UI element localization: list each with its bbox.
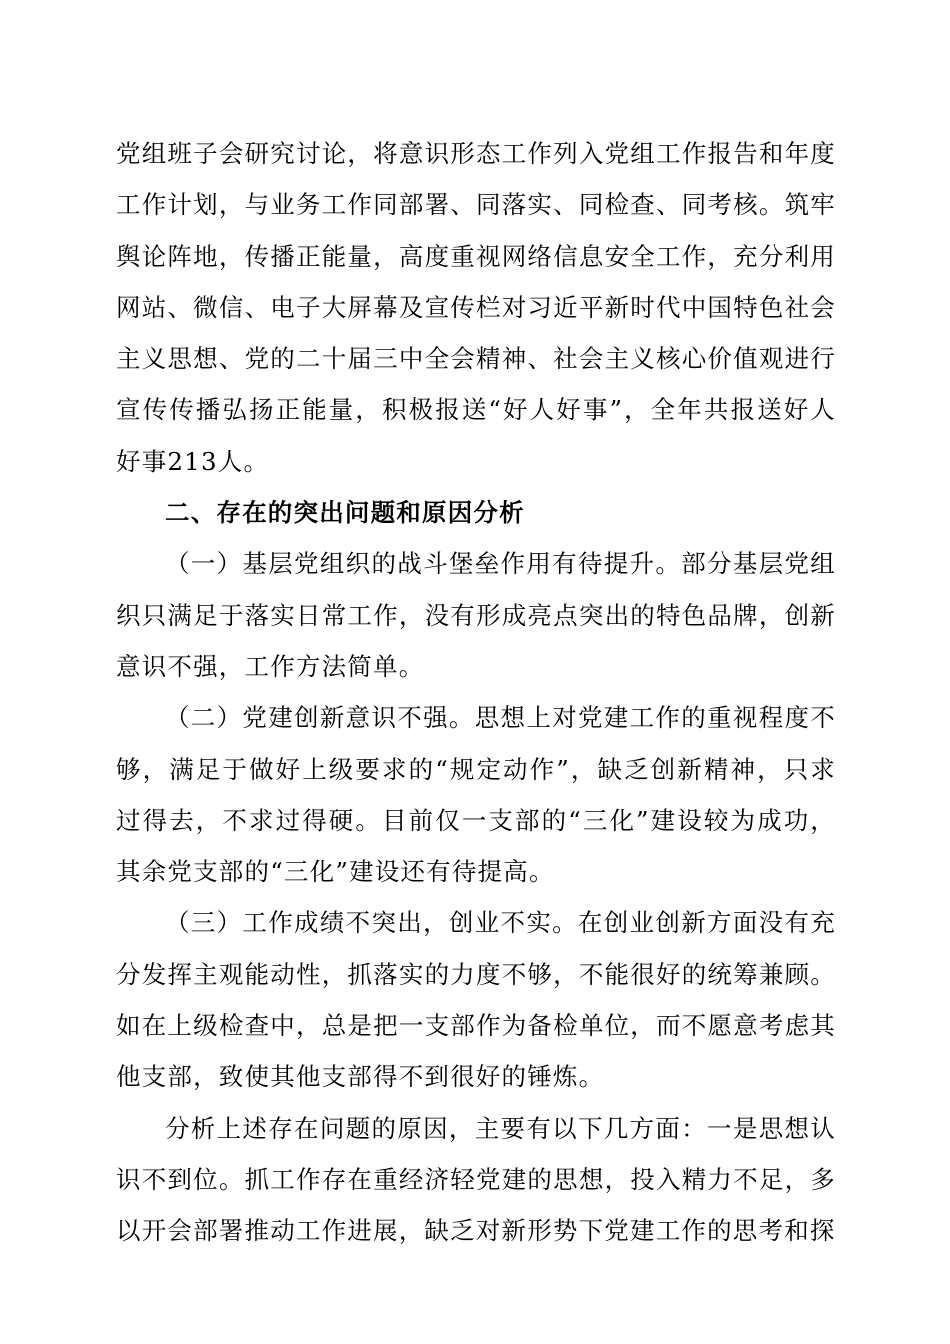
document-body (116, 128, 836, 1257)
problem-3-title: （三）工作成绩不突出，创业不实。 (165, 908, 578, 938)
paragraph-cause-analysis: 分析上述存在问题的原因，主要有以下几方面：一是思想认识不到位。抓工作存在重经济轻党建的思想，投入精力不足，多以开会部署推动工作进展，缺乏对新形势下党建工作的思考和探 (116, 1113, 836, 1246)
paragraph-problem-3 (116, 897, 836, 1102)
section-heading-problems: 二、存在的突出问题和原因分析 (165, 498, 525, 528)
problem-1-body: 部分基层党组织只满足于落实日常工作，没有形成亮点突出的特色品牌，创新意识不强，工作方法简单。 (116, 549, 837, 681)
paragraph-problem-1 (116, 538, 836, 692)
problem-3-body: 在创业创新方面没有充分发挥主观能动性，抓落实的力度不够，不能很好的统筹兼顾。如在上级检查中，总是把一支部作为备检单位，而不愿意考虑其他支部，致使其他支部得不到很好的锤炼。 (116, 908, 837, 1092)
problem-2-title: （二）党建创新意识不强。 (165, 703, 475, 733)
problem-2-body: 思想上对党建工作的重视程度不够，满足于做好上级要求的“规定动作”，缺乏创新精神，只求过得去，不求过得硬。目前仅一支部的“三化”建设较为成功，其余党支部的“三化”建设还有待提高。 (116, 703, 836, 887)
problem-1-title: （一）基层党组织的战斗堡垒作用有待提升。 (165, 549, 682, 579)
paragraph-problem-2 (116, 692, 836, 897)
paragraph-ideology-work: 党组班子会研究讨论，将意识形态工作列入党组工作报告和年度工作计划，与业务工作同部署、同落实、同检查、同考核。筑牢舆论阵地，传播正能量，高度重视网络信息安全工作，充分利用网站、微信、电子大屏幕及宣传栏对习近平新时代中国特色社会主义思想、党的二十届三中全会精神、社会主义核心价值观进行宣传传播弘扬正能量，积极报送“好人好事”，全年共报送好人好事213人。 (116, 139, 836, 476)
